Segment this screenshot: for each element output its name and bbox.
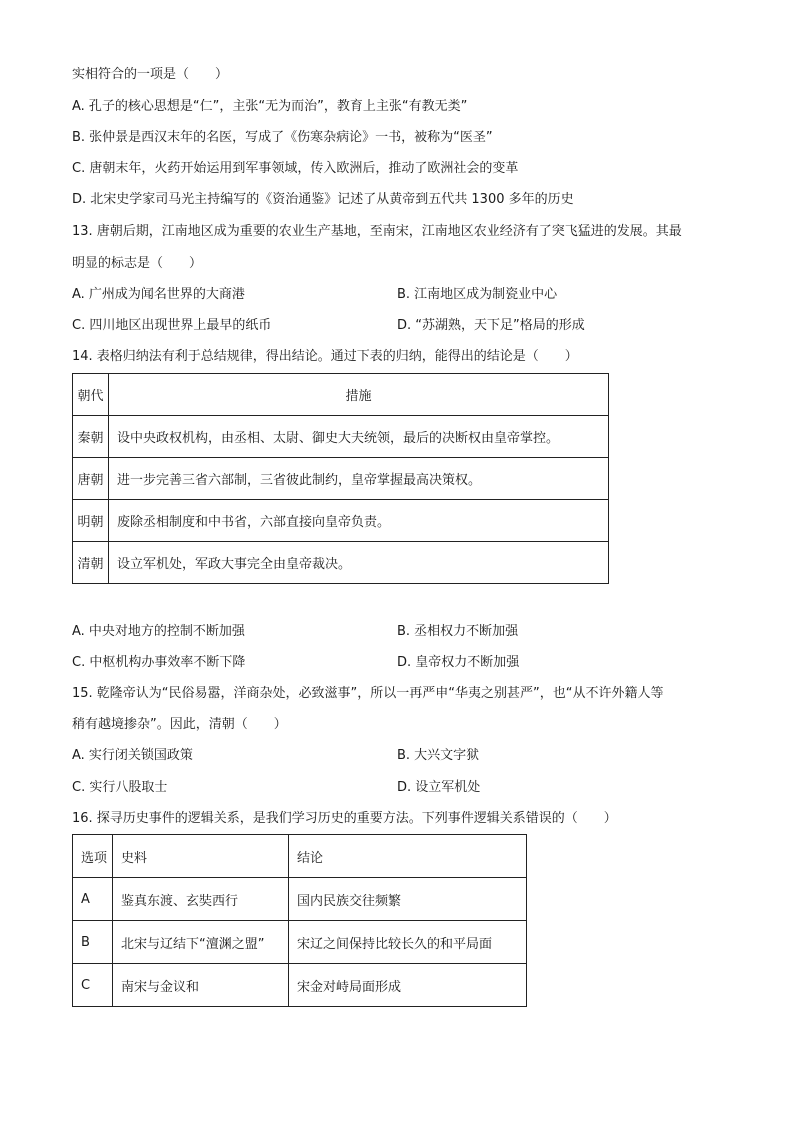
q15-option-b: B. 大兴文字狱 xyxy=(397,748,480,763)
table-header-row xyxy=(73,835,527,878)
table-row xyxy=(73,964,527,1007)
table-cell: 宋辽之间保持比较长久的和平局面 xyxy=(289,921,527,964)
table-row xyxy=(73,878,527,921)
q14-option-c: C. 中枢机构办事效率不断下降 xyxy=(72,655,246,670)
q13-option-b: B. 江南地区成为制瓷业中心 xyxy=(397,287,558,302)
q15-option-a: A. 实行闭关锁国政策 xyxy=(72,748,193,763)
table-cell: B xyxy=(73,921,113,964)
q14-table xyxy=(72,373,609,584)
table-header-cell: 措施 xyxy=(109,374,609,416)
q13-option-c: C. 四川地区出现世界上最早的纸币 xyxy=(72,318,272,333)
table-header-cell: 朝代 xyxy=(73,374,109,416)
table-cell: 清朝 xyxy=(73,542,109,584)
q12-option-b: B. 张仲景是西汉末年的名医，写成了《伤寒杂病论》一书，被称为“医圣” xyxy=(72,130,493,145)
table-cell: 秦朝 xyxy=(73,416,109,458)
table-row xyxy=(73,458,609,500)
table-row xyxy=(73,542,609,584)
table-cell: 宋金对峙局面形成 xyxy=(289,964,527,1007)
table-cell: 废除丞相制度和中书省，六部直接向皇帝负责。 xyxy=(109,500,609,542)
q13-stem-line2: 明显的标志是（ ） xyxy=(72,256,203,271)
q15-option-d: D. 设立军机处 xyxy=(397,780,481,795)
table-row xyxy=(73,500,609,542)
table-row xyxy=(73,416,609,458)
q16-table xyxy=(72,834,527,1007)
table-row xyxy=(73,921,527,964)
table-header-row xyxy=(73,374,609,416)
q14-option-b: B. 丞相权力不断加强 xyxy=(397,624,519,639)
table-header-cell: 选项 xyxy=(73,835,113,878)
table-header-cell: 史料 xyxy=(113,835,289,878)
q15-option-c: C. 实行八股取士 xyxy=(72,780,168,795)
q12-option-d: D. 北宋史学家司马光主持编写的《资治通鉴》记述了从黄帝到五代共 1300 多年的历史 xyxy=(72,192,574,207)
table-cell: 南宋与金议和 xyxy=(113,964,289,1007)
q13-option-d: D. “苏湖熟，天下足”格局的形成 xyxy=(397,318,585,333)
q12-stem-end: 实相符合的一项是（ ） xyxy=(72,67,229,82)
q15-stem-line2: 稍有越境掺杂”。因此，清朝（ ） xyxy=(72,717,287,732)
table-cell: 设中央政权机构，由丞相、太尉、御史大夫统领，最后的决断权由皇帝掌控。 xyxy=(109,416,609,458)
table-cell: C xyxy=(73,964,113,1007)
table-cell: 鉴真东渡、玄奘西行 xyxy=(113,878,289,921)
q14-stem: 14. 表格归纳法有利于总结规律，得出结论。通过下表的归纳，能得出的结论是（ ） xyxy=(72,349,578,364)
table-cell: A xyxy=(73,878,113,921)
table-cell: 进一步完善三省六部制，三省彼此制约，皇帝掌握最高决策权。 xyxy=(109,458,609,500)
table-header-cell: 结论 xyxy=(289,835,527,878)
q14-option-d: D. 皇帝权力不断加强 xyxy=(397,655,520,670)
q15-stem-line1: 15. 乾隆帝认为“民俗易嚣，洋商杂处，必致滋事”，所以一再严申“华夷之别甚严”，也“从不许外籍人等 xyxy=(72,686,664,701)
table-cell: 唐朝 xyxy=(73,458,109,500)
q13-option-a: A. 广州成为闻名世界的大商港 xyxy=(72,287,245,302)
q12-option-c: C. 唐朝末年，火药开始运用到军事领域，传入欧洲后，推动了欧洲社会的变革 xyxy=(72,161,519,176)
table-cell: 设立军机处，军政大事完全由皇帝裁决。 xyxy=(109,542,609,584)
q12-option-a: A. 孔子的核心思想是“仁”，主张“无为而治”，教育上主张“有教无类” xyxy=(72,99,468,114)
q16-stem: 16. 探寻历史事件的逻辑关系，是我们学习历史的重要方法。下列事件逻辑关系错误的（ ） xyxy=(72,811,617,826)
table-cell: 明朝 xyxy=(73,500,109,542)
table-cell: 北宋与辽结下“澶渊之盟” xyxy=(113,921,289,964)
table-cell: 国内民族交往频繁 xyxy=(289,878,527,921)
q13-stem-line1: 13. 唐朝后期，江南地区成为重要的农业生产基地，至南宋，江南地区农业经济有了突飞猛进的发展。其最 xyxy=(72,224,682,239)
q14-option-a: A. 中央对地方的控制不断加强 xyxy=(72,624,245,639)
